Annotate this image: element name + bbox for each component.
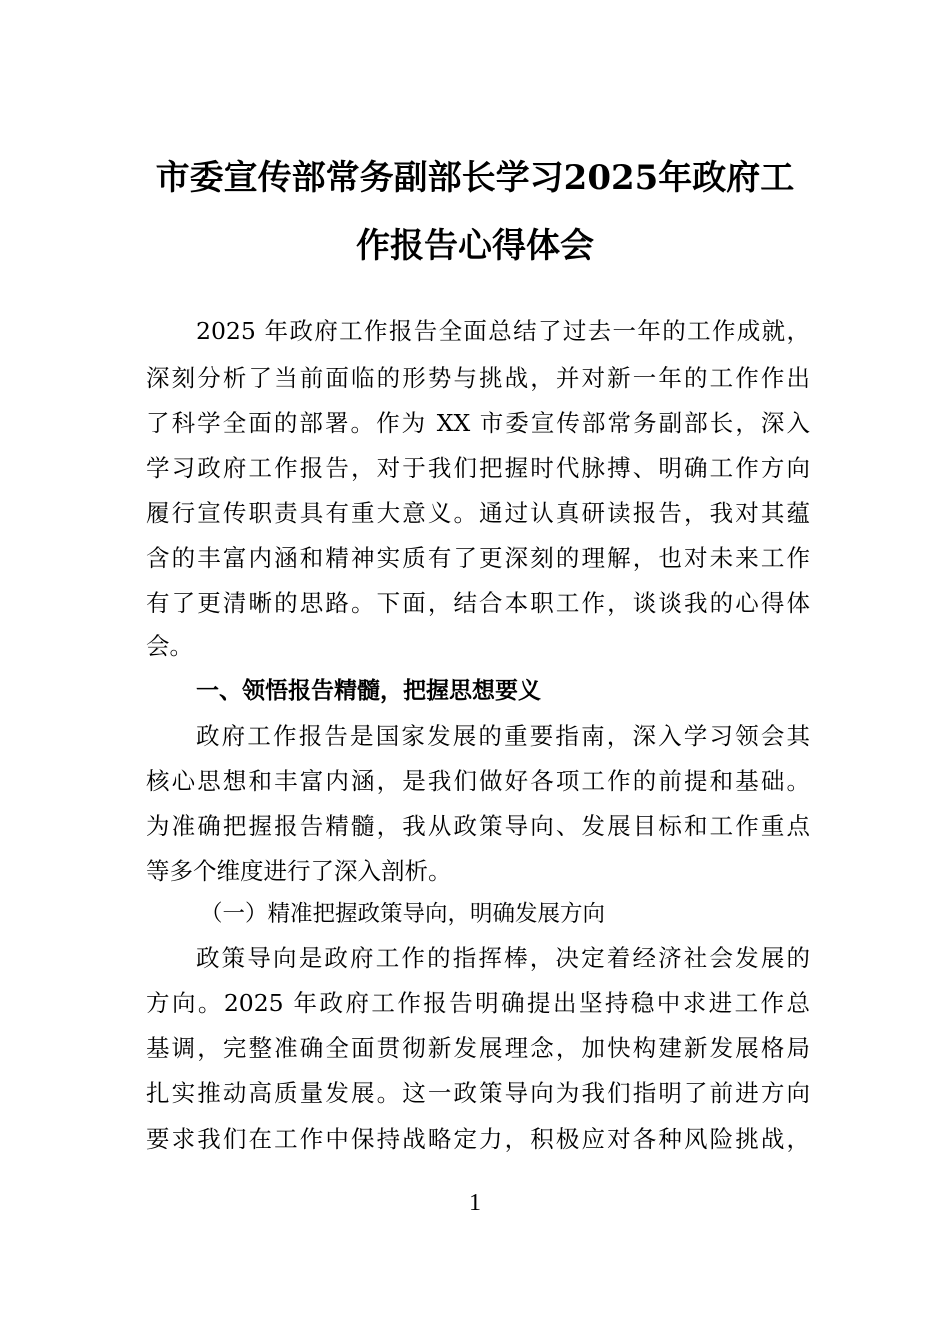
paragraph-3-line: 要求我们在工作中保持战略定力，积极应对各种风险挑战， [146, 1125, 810, 1153]
paragraph-2-line: 为准确把握报告精髓，我从政策导向、发展目标和工作重点 [146, 812, 810, 840]
paragraph-1-line: 了科学全面的部署。作为 XX 市委宣传部常务副部长，深入 [146, 409, 810, 437]
paragraph-3-line: 扎实推动高质量发展。这一政策导向为我们指明了前进方向 [146, 1079, 810, 1107]
paragraph-2-line: 核心思想和丰富内涵，是我们做好各项工作的前提和基础。 [146, 767, 810, 795]
paragraph-1-line: 会。 [146, 632, 193, 660]
paragraph-1-line: 深刻分析了当前面临的形势与挑战，并对新一年的工作作出 [146, 364, 810, 392]
paragraph-1-line: 学习政府工作报告，对于我们把握时代脉搏、明确工作方向 [146, 454, 810, 482]
paragraph-1-line: 履行宣传职责具有重大意义。通过认真研读报告，我对其蕴 [146, 499, 810, 527]
paragraph-3-line: 政策导向是政府工作的指挥棒，决定着经济社会发展的 [196, 944, 810, 972]
paragraph-2-line: 等多个维度进行了深入剖析。 [146, 857, 452, 885]
section-heading: 一、领悟报告精髓，把握思想要义 [196, 678, 541, 704]
paragraph-1-line: 含的丰富内涵和精神实质有了更深刻的理解，也对未来工作 [146, 544, 810, 572]
document-title-line-1: 市委宣传部常务副部长学习2025年政府工 [155, 158, 795, 198]
paragraph-3-line: 基调，完整准确全面贯彻新发展理念，加快构建新发展格局 [146, 1034, 810, 1062]
paragraph-3-line: 方向。2025 年政府工作报告明确提出坚持稳中求进工作总 [146, 989, 810, 1017]
paragraph-2-line: 政府工作报告是国家发展的重要指南，深入学习领会其 [196, 722, 810, 750]
subsection-heading: （一）精准把握政策导向，明确发展方向 [200, 901, 606, 927]
page-number: 1 [469, 1190, 481, 1216]
document-title-line-2: 作报告心得体会 [356, 226, 594, 266]
paragraph-1-line: 有了更清晰的思路。下面，结合本职工作，谈谈我的心得体 [146, 589, 810, 617]
paragraph-1-line: 2025 年政府工作报告全面总结了过去一年的工作成就， [196, 317, 810, 345]
